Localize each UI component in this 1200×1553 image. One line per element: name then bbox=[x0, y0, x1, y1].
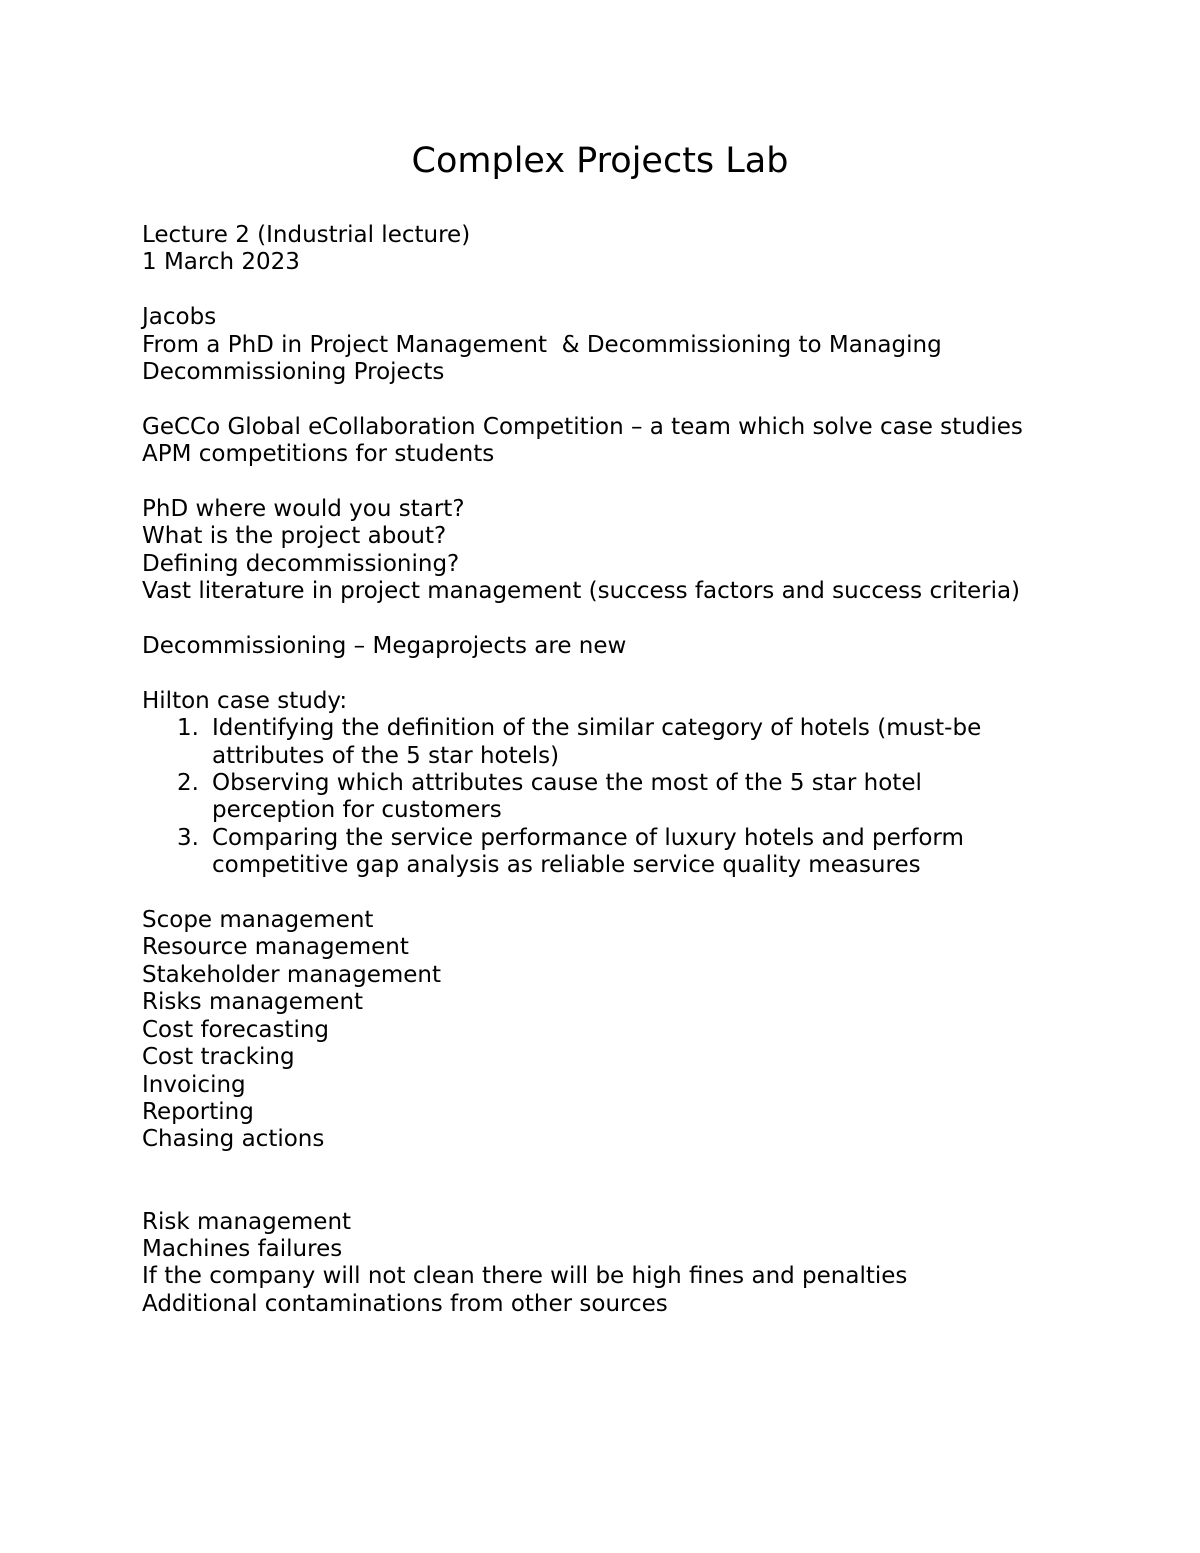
risk-item: Additional contaminations from other sources bbox=[142, 1290, 668, 1317]
document-body bbox=[142, 222, 1142, 1318]
phd-question: PhD where would you start? bbox=[142, 496, 465, 523]
management-item: Scope management bbox=[142, 907, 374, 934]
list-item-text: competitive gap analysis as reliable service quality measures bbox=[212, 852, 921, 879]
management-item: Cost tracking bbox=[142, 1044, 295, 1071]
list-item-text: Identifying the definition of the similar category of hotels (must-be bbox=[212, 715, 982, 742]
management-item: Resource management bbox=[142, 934, 409, 961]
list-number: 2. bbox=[177, 770, 199, 797]
risk-item: If the company will not clean there will be high fines and penalties bbox=[142, 1263, 908, 1290]
list-item-text: Comparing the service performance of luxury hotels and perform bbox=[212, 824, 964, 851]
management-item: Chasing actions bbox=[142, 1126, 325, 1153]
risk-item: Machines failures bbox=[142, 1235, 343, 1262]
phd-question: What is the project about? bbox=[142, 523, 447, 550]
list-item-text: perception for customers bbox=[212, 797, 502, 824]
lecture-line: Lecture 2 (Industrial lecture) bbox=[142, 222, 471, 248]
phd-question: Defining decommissioning? bbox=[142, 550, 460, 577]
hilton-heading: Hilton case study: bbox=[142, 687, 348, 714]
date-line: 1 March 2023 bbox=[142, 249, 300, 276]
competition-line: APM competitions for students bbox=[142, 441, 495, 468]
list-item-text: Observing which attributes cause the most of the 5 star hotel bbox=[212, 770, 922, 797]
list-item bbox=[142, 770, 1142, 825]
phd-question: Vast literature in project management (success factors and success criteria) bbox=[142, 578, 1021, 605]
competition-line: GeCCo Global eCollaboration Competition – a team which solve case studies bbox=[142, 413, 1023, 440]
list-item bbox=[142, 825, 1142, 880]
risk-item: Risk management bbox=[142, 1208, 352, 1235]
document-title: Complex Projects Lab bbox=[411, 141, 789, 181]
management-item: Cost forecasting bbox=[142, 1016, 330, 1043]
list-number: 3. bbox=[177, 824, 199, 851]
speaker-topic-line-2: Decommissioning Projects bbox=[142, 359, 445, 386]
list-number: 1. bbox=[177, 715, 199, 742]
management-item: Reporting bbox=[142, 1098, 254, 1125]
speaker-topic-line-1: From a PhD in Project Management & Decommissioning to Managing bbox=[142, 331, 942, 358]
management-item: Stakeholder management bbox=[142, 961, 441, 988]
megaprojects-line: Decommissioning – Megaprojects are new bbox=[142, 633, 627, 660]
hilton-list bbox=[142, 715, 1142, 879]
management-item: Invoicing bbox=[142, 1071, 246, 1098]
management-item: Risks management bbox=[142, 989, 364, 1016]
list-item bbox=[142, 715, 1142, 770]
list-item-text: attributes of the 5 star hotels) bbox=[212, 742, 560, 769]
speaker-name: Jacobs bbox=[142, 304, 217, 331]
